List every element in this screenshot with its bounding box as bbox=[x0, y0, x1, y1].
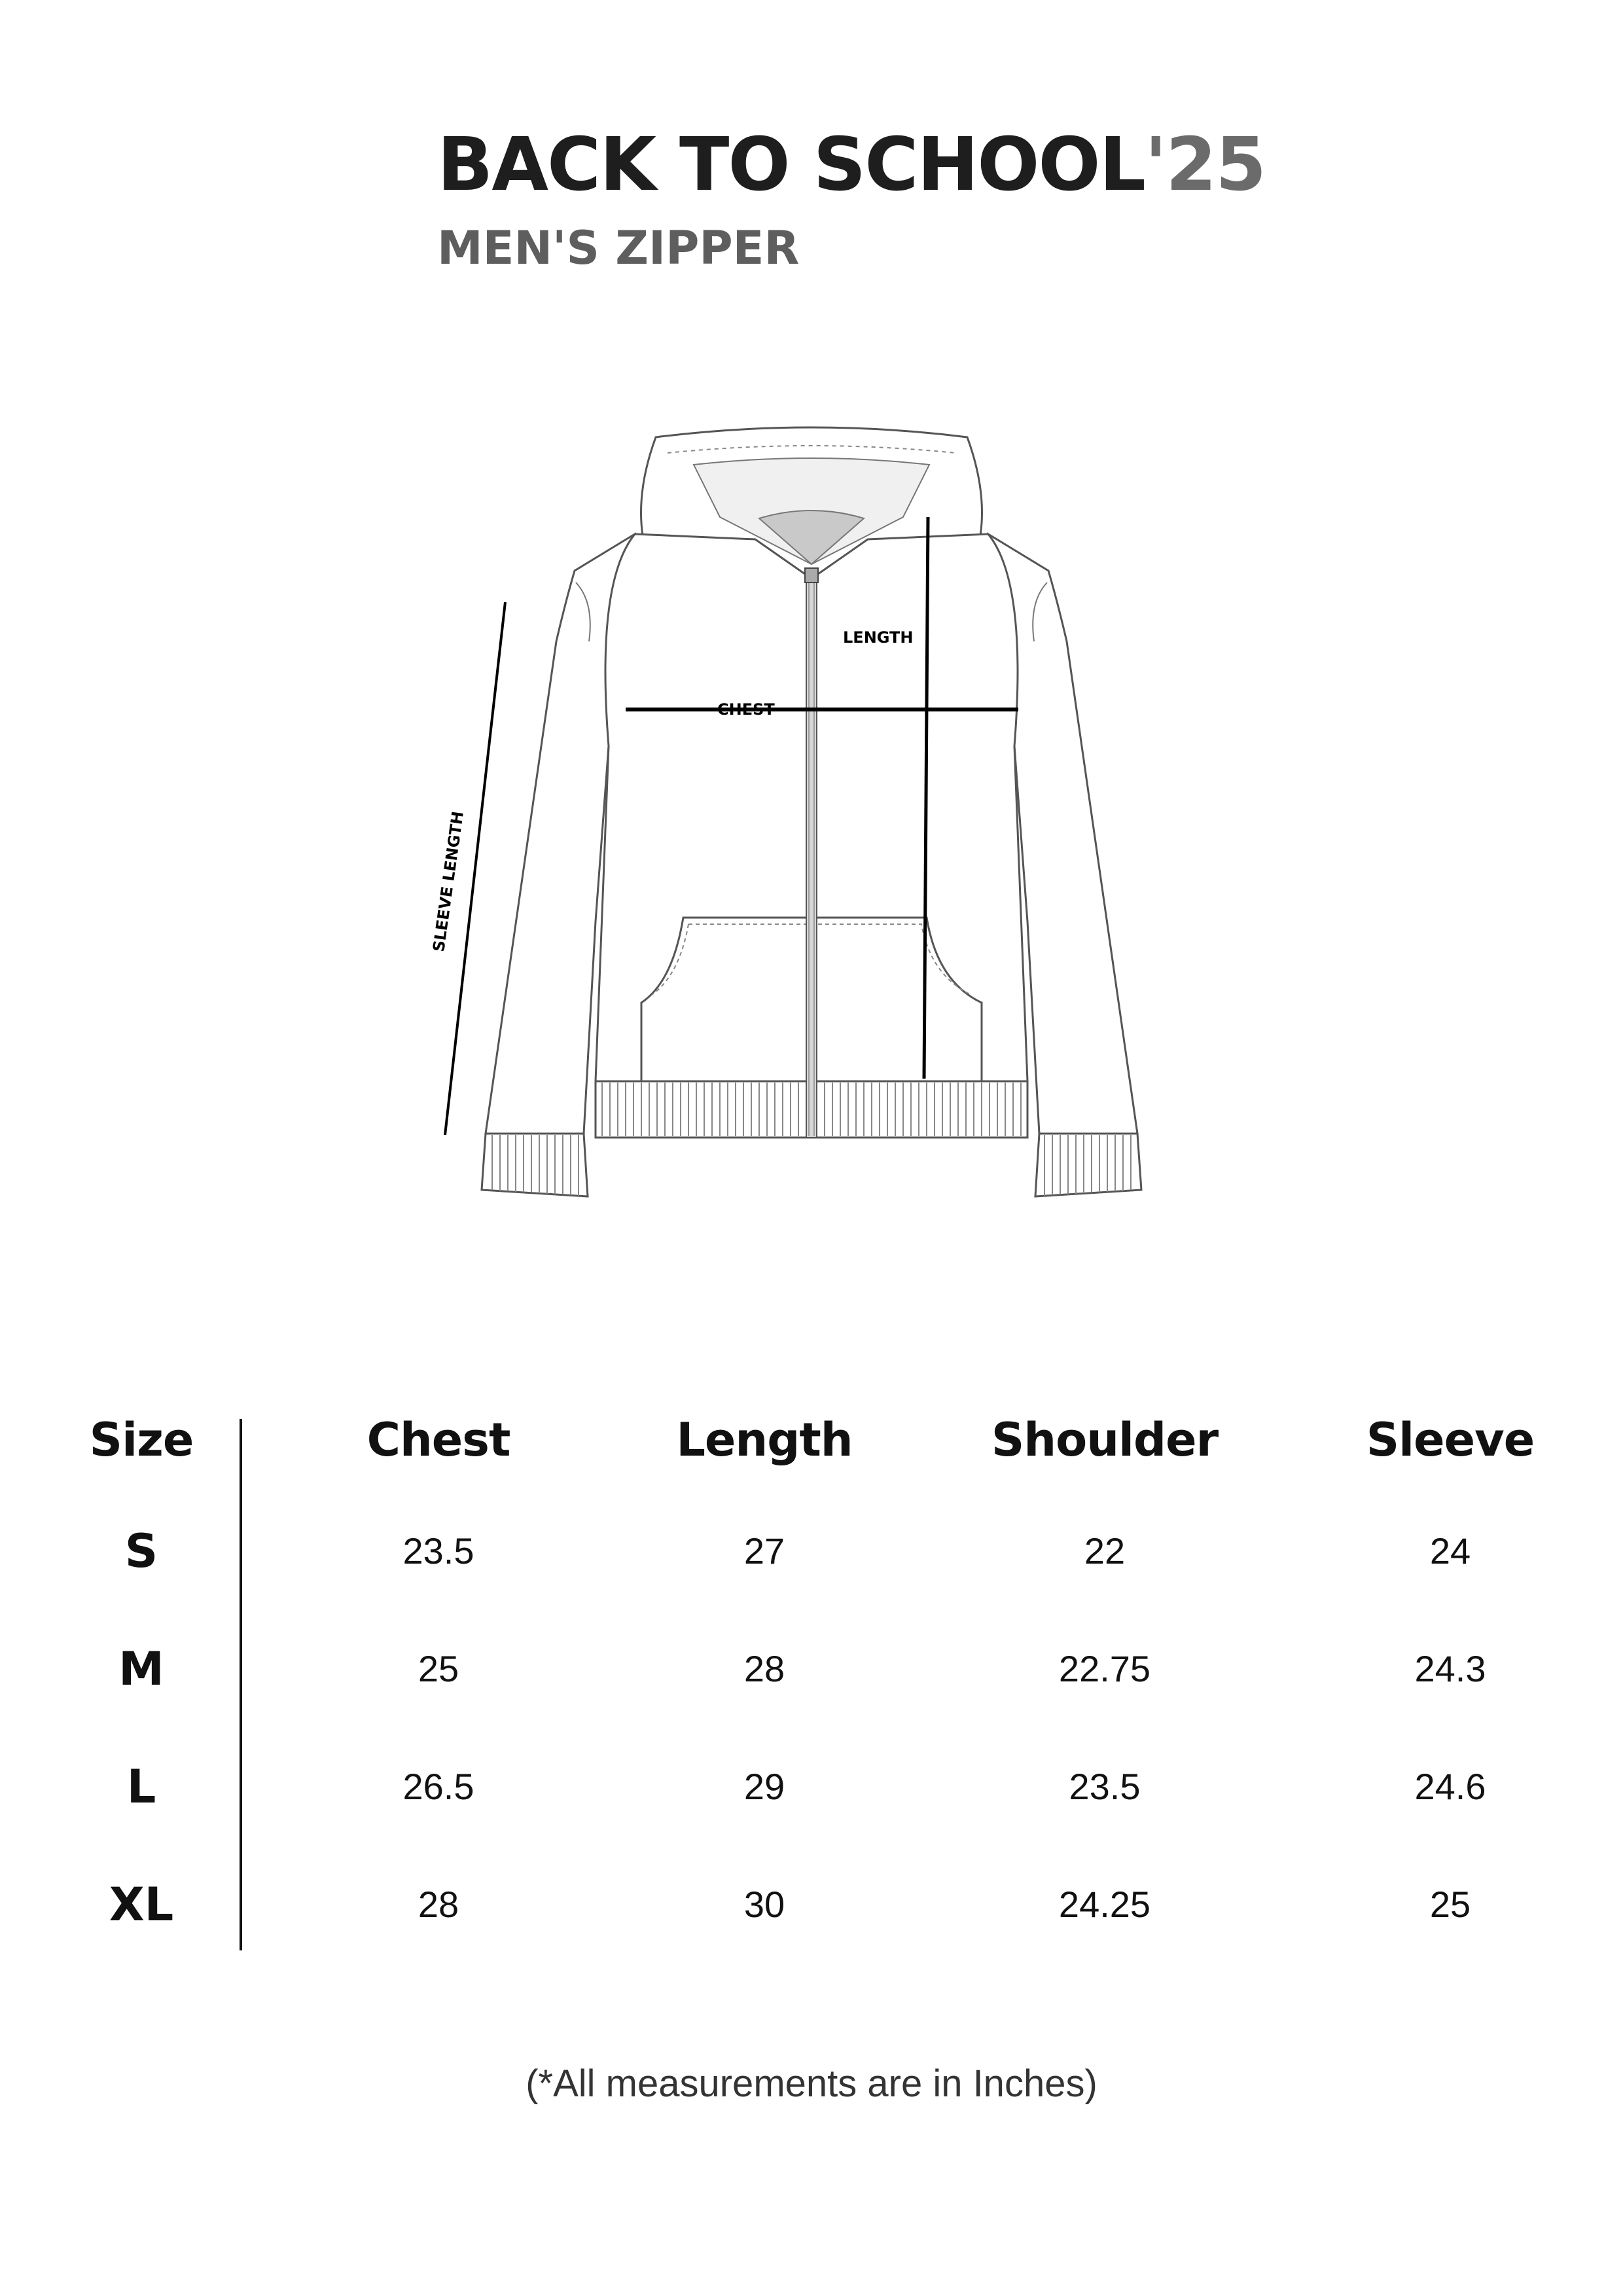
size-label: XL bbox=[109, 1878, 174, 1931]
table-row bbox=[65, 1505, 1571, 1623]
size-label: M bbox=[118, 1642, 164, 1696]
zipper-pull bbox=[805, 568, 818, 583]
table-row bbox=[65, 1859, 1571, 1977]
measurement-note: (*All measurements are in Inches) bbox=[526, 2062, 1097, 2105]
table-header-row bbox=[65, 1394, 1571, 1505]
header-shoulder: Shoulder bbox=[991, 1413, 1219, 1467]
size-label: S bbox=[124, 1524, 158, 1578]
title-block bbox=[437, 122, 1266, 275]
size-table bbox=[65, 1394, 1571, 1977]
hoodie-diagram bbox=[419, 419, 1204, 1204]
chest-value: 25 bbox=[418, 1648, 459, 1689]
header-sleeve: Sleeve bbox=[1366, 1413, 1535, 1467]
chest-value: 23.5 bbox=[402, 1530, 474, 1571]
sleeve-value: 24.6 bbox=[1414, 1766, 1486, 1807]
size-label: L bbox=[126, 1760, 156, 1814]
shoulder-value: 24.25 bbox=[1058, 1884, 1151, 1925]
title-main: BACK TO SCHOOL bbox=[437, 122, 1145, 207]
header-size: Size bbox=[89, 1413, 194, 1467]
length-value: 29 bbox=[743, 1766, 785, 1807]
shoulder-value: 22.75 bbox=[1058, 1648, 1151, 1689]
right-cuff bbox=[1035, 1134, 1141, 1196]
title-year: '25 bbox=[1145, 122, 1266, 207]
zipper bbox=[806, 573, 817, 1138]
page-subtitle: MEN'S ZIPPER bbox=[437, 221, 800, 275]
shoulder-value: 23.5 bbox=[1069, 1766, 1141, 1807]
sleeve-value: 24.3 bbox=[1414, 1648, 1486, 1689]
header-chest: Chest bbox=[366, 1413, 510, 1467]
length-value: 28 bbox=[743, 1648, 785, 1689]
zip-hoodie-illustration bbox=[419, 419, 1204, 1204]
sleeve-value: 24 bbox=[1429, 1530, 1471, 1571]
length-value: 30 bbox=[743, 1884, 785, 1925]
sleeve-length-label: SLEEVE LENGTH bbox=[429, 810, 468, 953]
table-row bbox=[65, 1623, 1571, 1741]
table-row bbox=[65, 1741, 1571, 1859]
chest-label: CHEST bbox=[717, 700, 775, 719]
left-cuff bbox=[482, 1134, 588, 1196]
chest-value: 28 bbox=[418, 1884, 459, 1925]
length-value: 27 bbox=[743, 1530, 785, 1571]
length-label: LENGTH bbox=[843, 628, 914, 647]
page-title bbox=[437, 122, 1266, 207]
chest-value: 26.5 bbox=[402, 1766, 474, 1807]
sleeve-value: 25 bbox=[1429, 1884, 1471, 1925]
header-length: Length bbox=[676, 1413, 853, 1467]
shoulder-value: 22 bbox=[1084, 1530, 1126, 1571]
